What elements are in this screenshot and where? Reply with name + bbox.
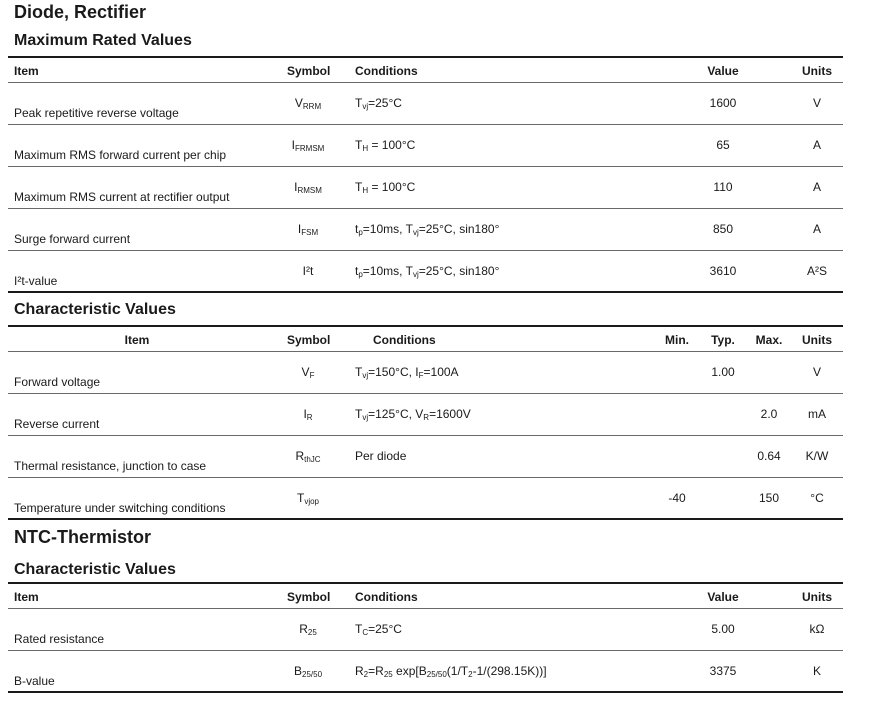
header-symbol: Symbol xyxy=(287,590,331,604)
row-symbol: $I_R$ xyxy=(303,407,313,422)
row-item: Thermal resistance, junction to case xyxy=(14,459,207,473)
row-value: 5.00 xyxy=(711,622,735,636)
row-item: Maximum RMS forward current per chip xyxy=(14,148,227,162)
row-units: V xyxy=(812,365,822,379)
row-min: -40 xyxy=(668,491,686,505)
row-item: Reverse current xyxy=(14,417,100,431)
row-rule xyxy=(8,650,843,651)
row-rule xyxy=(8,208,843,209)
header-min: Min. xyxy=(665,333,689,347)
row-conditions: $T_C=25^\circ C$ xyxy=(355,622,402,637)
row-rule xyxy=(8,250,843,251)
row-item: B-value xyxy=(14,674,55,688)
header-units: Units xyxy=(802,333,832,347)
table-top-rule xyxy=(8,325,843,327)
row-value: 850 xyxy=(712,222,734,236)
row-conditions: $T_{vj}=150^\circ C$, $I_F=100A$ xyxy=(355,365,459,380)
header-rule xyxy=(8,608,843,609)
row-rule xyxy=(8,393,843,394)
row-conditions: $T_H = 100^\circ C$ xyxy=(355,138,416,153)
header-rule xyxy=(8,82,843,83)
header-conditions: Conditions xyxy=(355,64,418,78)
row-units: kΩ xyxy=(809,622,825,636)
row-value: 3610 xyxy=(709,264,737,278)
row-symbol: $R_{thJC}$ xyxy=(295,449,321,464)
header-conditions: Conditions xyxy=(373,333,436,347)
row-rule xyxy=(8,166,843,167)
row-rule xyxy=(8,291,843,293)
header-rule xyxy=(8,351,843,352)
row-conditions: $t_p=10ms$, $T_{vj}=25^\circ C$, sin180° xyxy=(355,264,500,279)
row-symbol: $B_{25/50}$ xyxy=(293,664,323,679)
row-item: I²t-value xyxy=(14,274,58,288)
header-symbol: Symbol xyxy=(287,333,331,347)
header-value: Value xyxy=(707,64,739,78)
header-typ: Typ. xyxy=(711,333,735,347)
row-item: Forward voltage xyxy=(14,375,101,389)
row-max: 0.64 xyxy=(757,449,781,463)
row-conditions: $R_2=R_{25}$ $\exp[B_{25/50}(1/T_2-1/(298.15K))]$ xyxy=(355,664,547,679)
row-rule xyxy=(8,124,843,125)
row-item: Peak repetitive reverse voltage xyxy=(14,106,179,120)
row-symbol: I²t xyxy=(302,264,314,278)
row-item: Temperature under switching conditions xyxy=(14,501,226,515)
row-item: Rated resistance xyxy=(14,632,105,646)
table-top-rule xyxy=(8,582,843,584)
header-max: Max. xyxy=(755,333,783,347)
row-value: 3375 xyxy=(709,664,737,678)
row-item: Maximum RMS current at rectifier output xyxy=(14,190,230,204)
header-item: Item xyxy=(14,590,39,604)
document-title: Diode, Rectifier xyxy=(14,2,147,22)
row-symbol: $V_F$ xyxy=(301,365,315,380)
row-units: A²S xyxy=(806,264,828,278)
section-heading-characteristic: Characteristic Values xyxy=(14,301,176,318)
row-symbol: $R_{25}$ xyxy=(299,622,317,637)
header-item: Item xyxy=(14,64,39,78)
row-units: K xyxy=(812,664,822,678)
header-symbol: Symbol xyxy=(287,64,331,78)
row-conditions: $T_{vj}=25^\circ C$ xyxy=(355,96,402,111)
row-conditions: $T_H = 100^\circ C$ xyxy=(355,180,416,195)
row-value: 65 xyxy=(716,138,730,152)
header-conditions: Conditions xyxy=(355,590,418,604)
row-symbol: $V_{RRM}$ xyxy=(294,96,322,111)
row-rule xyxy=(8,691,843,693)
row-units: A xyxy=(812,138,822,152)
row-units: A xyxy=(812,180,822,194)
row-symbol: $I_{RMSM}$ xyxy=(294,180,322,195)
row-item: Surge forward current xyxy=(14,232,131,246)
header-item: Item xyxy=(124,333,150,347)
section-heading-ntc-characteristic: Characteristic Values xyxy=(14,561,176,578)
ntc-title: NTC-Thermistor xyxy=(14,527,152,547)
row-rule xyxy=(8,477,843,478)
row-value: 1600 xyxy=(709,96,737,110)
row-units: °C xyxy=(810,491,824,505)
row-rule xyxy=(8,518,843,520)
row-rule xyxy=(8,435,843,436)
row-units: V xyxy=(812,96,822,110)
row-symbol: $I_{FSM}$ xyxy=(297,222,319,237)
row-conditions: Per diode xyxy=(355,449,407,463)
row-units: A xyxy=(812,222,822,236)
row-max: 150 xyxy=(758,491,780,505)
row-conditions: $t_p=10ms$, $T_{vj}=25^\circ C$, sin180° xyxy=(355,222,500,237)
row-typ: 1.00 xyxy=(711,365,735,379)
header-units: Units xyxy=(802,64,832,78)
section-heading-max-rated: Maximum Rated Values xyxy=(14,32,192,49)
row-value: 110 xyxy=(713,180,733,194)
row-symbol: $I_{FRMSM}$ xyxy=(291,138,325,153)
row-max: 2.0 xyxy=(760,407,778,421)
header-units: Units xyxy=(802,590,832,604)
table-top-rule xyxy=(8,56,843,58)
row-conditions: $T_{vj}=125^\circ C$, $V_R=1600V$ xyxy=(355,407,471,422)
row-units: mA xyxy=(808,407,826,421)
row-units: K/W xyxy=(805,449,829,463)
header-value: Value xyxy=(707,590,739,604)
row-symbol: $T_{vjop}$ xyxy=(296,491,320,506)
